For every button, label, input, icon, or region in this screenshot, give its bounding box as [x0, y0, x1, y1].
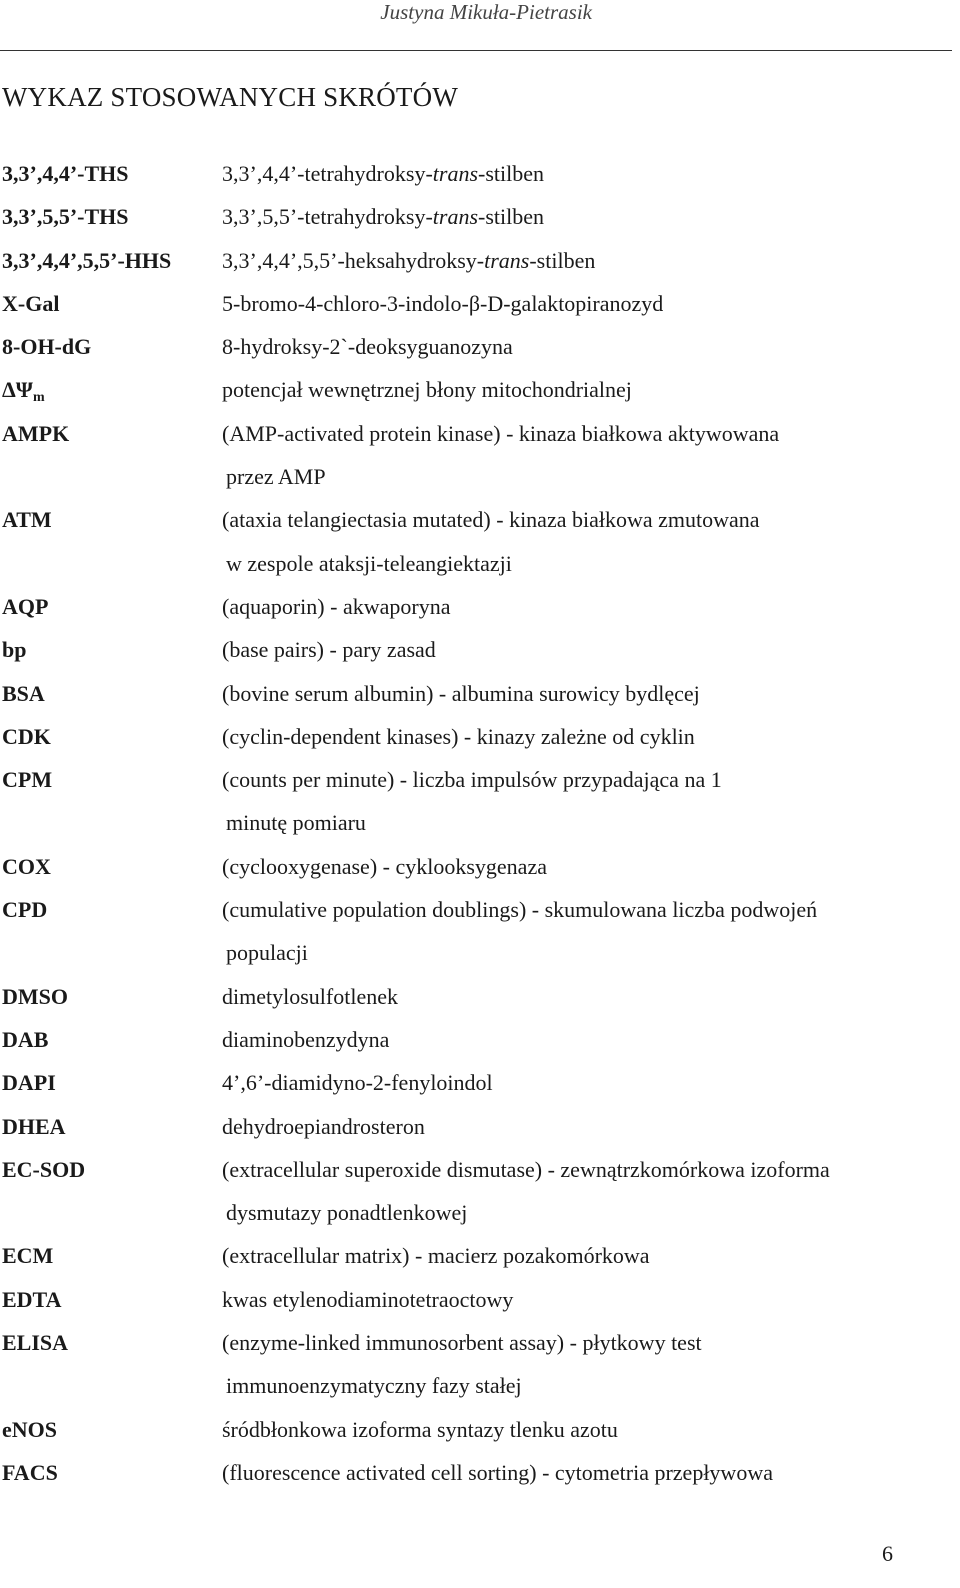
abbreviation-term-text: ELISA	[2, 1330, 69, 1356]
definition-text: w zespole ataksji-teleangiektazji	[226, 550, 512, 576]
abbreviation-term-text: 3,3’,5,5’-THS	[2, 204, 129, 230]
definition-text: (extracellular matrix) - macierz pozakomórkowa	[222, 1243, 650, 1269]
abbreviation-definition	[0, 1234, 950, 1277]
abbreviation-term	[2, 1105, 66, 1148]
abbreviation-entry	[0, 1234, 950, 1277]
abbreviation-term-text: eNOS	[2, 1416, 57, 1442]
abbreviation-entry	[0, 1018, 950, 1061]
abbreviation-term	[2, 975, 68, 1018]
abbreviation-definition-continued	[0, 455, 950, 498]
abbreviation-term-subscript: m	[32, 390, 45, 406]
abbreviation-definition	[0, 368, 950, 411]
abbreviation-definition	[0, 975, 950, 1018]
definition-text: 5-bromo-4-chloro-3-indolo-β-D-galaktopiranozyd	[222, 290, 664, 316]
abbreviation-entry	[0, 585, 950, 628]
abbreviation-entry	[0, 412, 950, 499]
definition-text: (cumulative population doublings) - skumulowana liczba podwojeń	[222, 897, 818, 923]
abbreviation-term	[2, 1061, 56, 1104]
abbreviation-definition-continued	[0, 931, 950, 974]
abbreviation-term-text: CPM	[2, 767, 53, 793]
abbreviation-entry	[0, 325, 950, 368]
definition-text: -stilben	[529, 247, 596, 273]
abbreviation-term-text: ECM	[2, 1243, 54, 1269]
definition-text: 3,3’,5,5’-tetrahydroksy-	[222, 204, 433, 230]
abbreviation-definition	[0, 1061, 950, 1104]
abbreviation-definition	[0, 1408, 950, 1451]
abbreviation-definition	[0, 672, 950, 715]
abbreviation-definition	[0, 282, 950, 325]
abbreviation-term-text: X-Gal	[2, 290, 60, 316]
abbreviation-definition-continued	[0, 542, 950, 585]
definition-text: (enzyme-linked immunosorbent assay) - płytkowy test	[222, 1330, 702, 1356]
abbreviation-entry	[0, 845, 950, 888]
header-author: Justyna Mikuła-Pietrasik	[380, 0, 592, 24]
abbreviation-definition	[0, 888, 950, 931]
abbreviation-term	[2, 888, 47, 931]
definition-text: diaminobenzydyna	[222, 1026, 390, 1052]
abbreviation-term-text: FACS	[2, 1459, 58, 1485]
abbreviation-term-text: DHEA	[2, 1113, 66, 1139]
definition-text: minutę pomiaru	[226, 810, 366, 836]
definition-text: (counts per minute) - liczba impulsów przypadająca na 1	[222, 767, 722, 793]
abbreviation-term	[2, 1234, 53, 1277]
abbreviation-term-text: DMSO	[2, 983, 68, 1009]
abbreviation-term	[2, 715, 51, 758]
definition-text: (extracellular superoxide dismutase) - zewnątrzkomórkowa izoforma	[222, 1156, 830, 1182]
abbreviation-entry	[0, 1408, 950, 1451]
definition-text: dehydroepiandrosteron	[222, 1113, 425, 1139]
definition-text: przez AMP	[226, 464, 326, 490]
abbreviation-list	[0, 152, 950, 1494]
abbreviation-entry	[0, 1451, 950, 1494]
abbreviation-definition	[0, 1148, 950, 1191]
abbreviation-entry	[0, 498, 950, 585]
abbreviation-term-text: DAPI	[2, 1070, 56, 1096]
definition-text: kwas etylenodiaminotetraoctowy	[222, 1286, 514, 1312]
abbreviation-term	[2, 239, 171, 282]
abbreviation-entry	[0, 672, 950, 715]
abbreviation-term-text: EC-SOD	[2, 1156, 86, 1182]
abbreviation-term-text: ΔΨ	[2, 377, 33, 403]
abbreviation-term	[2, 672, 45, 715]
abbreviation-definition	[0, 1105, 950, 1148]
abbreviation-term-text: BSA	[2, 680, 45, 706]
abbreviation-term	[2, 325, 91, 368]
abbreviation-term-text: 3,3’,4,4’-THS	[2, 161, 129, 186]
definition-text: -stilben	[478, 161, 545, 186]
abbreviation-entry	[0, 1148, 950, 1235]
abbreviation-entry	[0, 239, 950, 282]
page-number: 6	[882, 1541, 893, 1566]
abbreviation-definition	[0, 1018, 950, 1061]
definition-text: (aquaporin) - akwaporyna	[222, 593, 451, 619]
abbreviation-term-text: AQP	[2, 593, 49, 619]
abbreviation-term	[2, 1321, 68, 1364]
abbreviation-definition	[0, 758, 950, 801]
abbreviation-term-text: CDK	[2, 723, 51, 749]
definition-text: 3,3’,4,4’-tetrahydroksy-	[222, 161, 433, 186]
abbreviation-definition	[0, 325, 950, 368]
abbreviation-term	[2, 1018, 48, 1061]
abbreviation-term-text: CPD	[2, 897, 48, 923]
abbreviation-definition	[0, 628, 950, 671]
abbreviation-term	[2, 845, 51, 888]
abbreviation-term-text: 8-OH-dG	[2, 334, 92, 360]
abbreviation-entry	[0, 195, 950, 238]
abbreviation-definition	[0, 152, 950, 195]
abbreviation-term-text: AMPK	[2, 420, 70, 446]
abbreviation-term	[2, 152, 129, 195]
abbreviation-term	[2, 628, 26, 671]
definition-text: (cyclin-dependent kinases) - kinazy zależne od cyklin	[222, 723, 695, 749]
abbreviation-term	[2, 195, 129, 238]
abbreviation-definition	[0, 412, 950, 455]
abbreviation-term	[2, 1408, 57, 1451]
abbreviation-entry	[0, 152, 950, 195]
definition-text: -stilben	[478, 204, 545, 230]
abbreviation-entry	[0, 975, 950, 1018]
italic-term: trans	[432, 204, 479, 230]
definition-text: (AMP-activated protein kinase) - kinaza białkowa aktywowana	[222, 420, 780, 446]
definition-text: 3,3’,4,4’,5,5’-heksahydroksy-	[222, 247, 485, 273]
section-title: WYKAZ STOSOWANYCH SKRÓTÓW	[2, 82, 458, 112]
abbreviation-definition	[0, 498, 950, 541]
abbreviation-definition	[0, 585, 950, 628]
abbreviation-entry	[0, 1105, 950, 1148]
abbreviation-term	[2, 1278, 62, 1321]
definition-text: dimetylosulfotlenek	[222, 983, 398, 1009]
abbreviation-entry	[0, 368, 950, 411]
abbreviation-entry	[0, 888, 950, 975]
abbreviation-term-text: bp	[2, 637, 27, 663]
definition-text: potencjał wewnętrznej błony mitochondrialnej	[222, 377, 632, 403]
abbreviation-definition-continued	[0, 1191, 950, 1234]
abbreviation-term	[2, 368, 45, 411]
abbreviation-definition	[0, 1321, 950, 1364]
abbreviation-term	[2, 282, 59, 325]
abbreviation-term	[2, 585, 48, 628]
header-rule	[0, 50, 952, 51]
abbreviation-entry	[0, 1061, 950, 1104]
definition-text: śródbłonkowa izoforma syntazy tlenku azotu	[222, 1416, 618, 1442]
definition-text: dysmutazy ponadtlenkowej	[226, 1200, 468, 1226]
abbreviation-definition	[0, 845, 950, 888]
abbreviation-entry	[0, 1278, 950, 1321]
definition-text: immunoenzymatyczny fazy stałej	[226, 1373, 522, 1399]
definition-text: (cyclooxygenase) - cyklooksygenaza	[222, 853, 547, 879]
abbreviation-term	[2, 412, 69, 455]
abbreviation-entry	[0, 758, 950, 845]
abbreviation-term	[2, 758, 52, 801]
abbreviation-term-text: EDTA	[2, 1286, 62, 1312]
abbreviation-term-text: 3,3’,4,4’,5,5’-HHS	[2, 247, 172, 273]
abbreviation-definition	[0, 195, 950, 238]
abbreviation-term	[2, 498, 52, 541]
abbreviation-entry	[0, 1321, 950, 1408]
definition-text: 4’,6’-diamidyno-2-fenyloindol	[222, 1070, 493, 1096]
italic-term: trans	[484, 247, 530, 273]
abbreviation-definition	[0, 715, 950, 758]
definition-text: (base pairs) - pary zasad	[222, 637, 436, 663]
abbreviation-definition-continued	[0, 1364, 950, 1407]
abbreviation-term	[2, 1451, 58, 1494]
definition-text: (ataxia telangiectasia mutated) - kinaza białkowa zmutowana	[222, 507, 760, 533]
abbreviation-definition-continued	[0, 801, 950, 844]
abbreviation-definition	[0, 1451, 950, 1494]
abbreviation-entry	[0, 282, 950, 325]
abbreviation-entry	[0, 628, 950, 671]
abbreviation-term-text: ATM	[2, 507, 52, 533]
abbreviation-definition	[0, 1278, 950, 1321]
italic-term: trans	[432, 161, 479, 186]
definition-text: populacji	[226, 940, 308, 966]
abbreviation-term	[2, 1148, 85, 1191]
abbreviation-term-text: COX	[2, 853, 51, 879]
definition-text: 8-hydroksy-2`-deoksyguanozyna	[222, 334, 513, 360]
abbreviation-entry	[0, 715, 950, 758]
definition-text: (bovine serum albumin) - albumina surowicy bydlęcej	[222, 680, 700, 706]
abbreviation-term-text: DAB	[2, 1026, 49, 1052]
definition-text: (fluorescence activated cell sorting) - cytometria przepływowa	[222, 1459, 773, 1485]
